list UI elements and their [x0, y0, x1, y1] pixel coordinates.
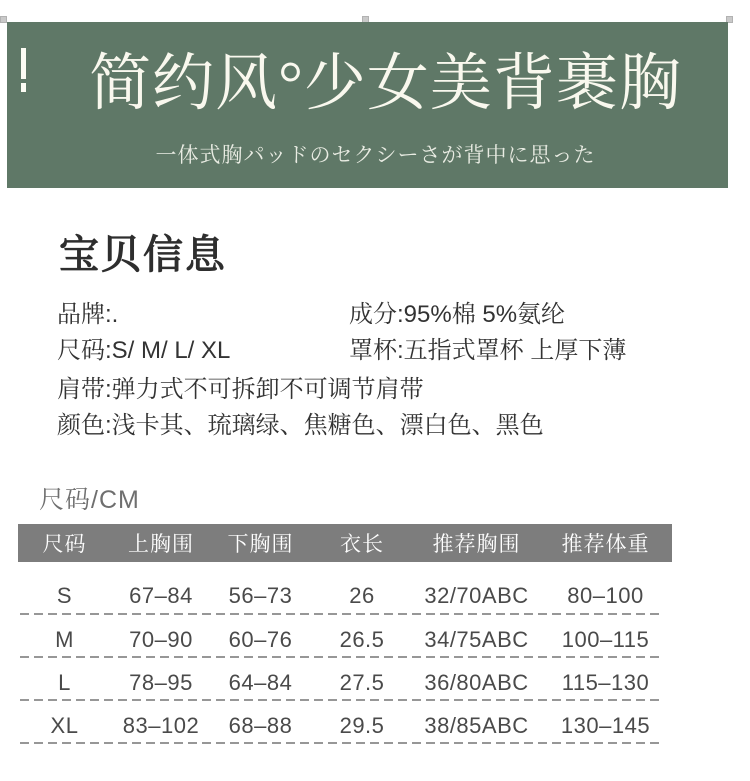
cell: S	[56, 582, 73, 608]
col-header-under-bust: 下胸围	[227, 533, 294, 556]
cell: 32/70ABC	[424, 582, 529, 608]
size-table-header	[18, 524, 672, 562]
col-header-size: 尺码	[42, 533, 87, 556]
attr-brand: 品牌:.	[57, 301, 119, 328]
cell: 36/80ABC	[424, 669, 529, 695]
col-header-length: 衣长	[340, 533, 384, 556]
cell: 115–130	[561, 669, 650, 695]
cell: 27.5	[339, 669, 385, 695]
cell: 56–73	[228, 582, 293, 608]
cell: 26.5	[339, 626, 385, 652]
cell: L	[58, 669, 71, 695]
cell: 83–102	[122, 712, 200, 738]
cell: 80–100	[567, 582, 644, 608]
attr-straps: 肩带:弹力式不可拆卸不可调节肩带	[57, 376, 424, 403]
cell: 68–88	[228, 712, 293, 738]
cell: 100–115	[561, 626, 650, 652]
table-row-xl	[18, 701, 672, 744]
product-info-heading: 宝贝信息	[59, 233, 227, 277]
col-header-recommended-weight: 推荐体重	[561, 533, 650, 556]
attribute-row	[57, 405, 717, 440]
cell: 64–84	[228, 669, 293, 695]
cell: 38/85ABC	[424, 712, 529, 738]
attribute-row	[57, 330, 717, 365]
attr-sizes: 尺码:S/ M/ L/ XL	[57, 337, 231, 364]
cell: XL	[50, 712, 79, 738]
attr-cup: 罩杯:五指式罩杯 上厚下薄	[349, 337, 627, 364]
cell: 130–145	[560, 712, 651, 738]
attr-composition: 成分:95%棉 5%氨纶	[349, 301, 566, 328]
table-row-l	[18, 658, 672, 701]
cell: 34/75ABC	[424, 626, 529, 652]
hero-banner	[7, 22, 728, 188]
attribute-row	[57, 294, 717, 329]
cell: 67–84	[129, 582, 193, 608]
col-header-upper-bust: 上胸围	[128, 533, 194, 556]
cell: 26	[349, 582, 375, 608]
table-row-s	[18, 562, 672, 615]
size-chart-label: 尺码/CM	[39, 486, 140, 514]
banner-subtitle: 一体式胸パッドのセクシーさが背中に思った	[155, 143, 596, 167]
table-row-m	[18, 615, 672, 658]
size-chart-table	[18, 524, 672, 744]
cell: M	[55, 626, 74, 652]
cell: 70–90	[129, 626, 193, 652]
attr-colors: 颜色:浅卡其、琉璃绿、焦糖色、漂白色、黑色	[57, 412, 544, 439]
col-header-recommended-bust: 推荐胸围	[432, 533, 521, 556]
banner-title: 简约风°少女美背裹胸	[89, 50, 682, 118]
attribute-row	[57, 369, 717, 404]
cell: 78–95	[129, 669, 193, 695]
cell: 29.5	[339, 712, 385, 738]
cell: 60–76	[228, 626, 293, 652]
selection-handle-left[interactable]	[0, 16, 7, 23]
